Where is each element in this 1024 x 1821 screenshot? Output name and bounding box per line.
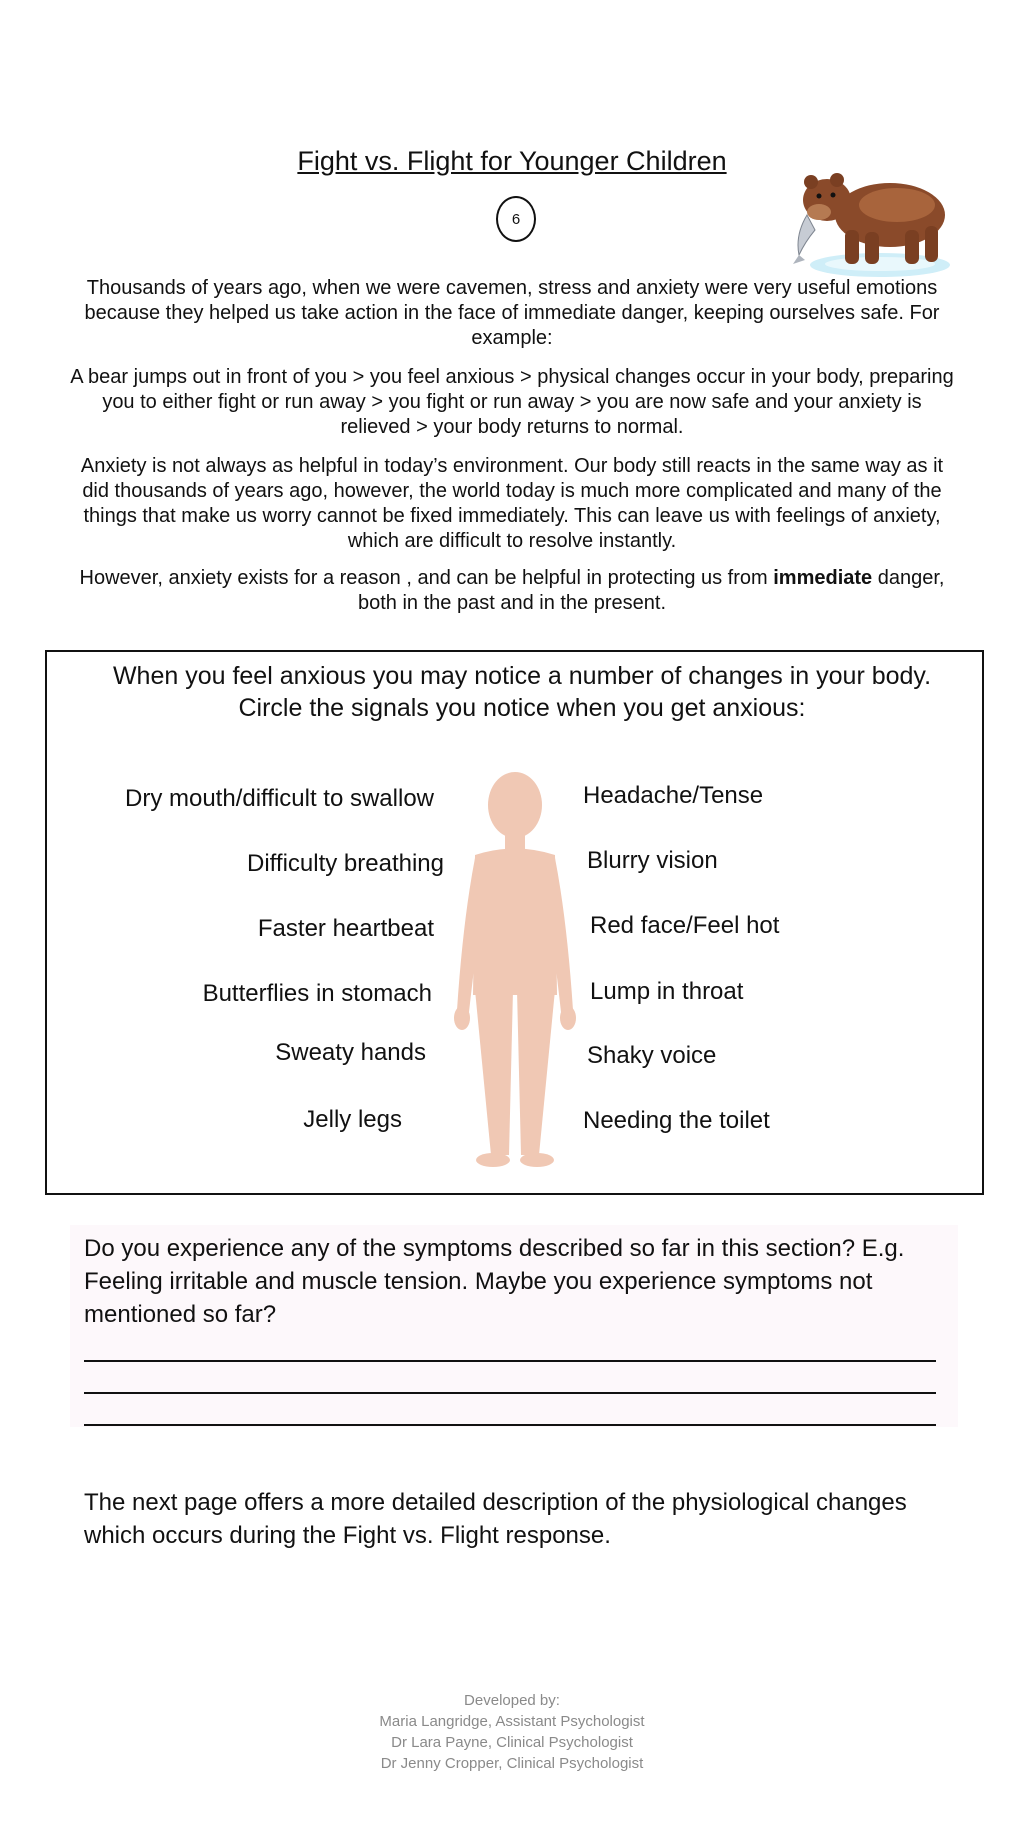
signal-shaky-voice[interactable]: Shaky voice [587, 1042, 717, 1069]
signal-sweaty-hands[interactable]: Sweaty hands [275, 1039, 426, 1066]
signal-lump-in-throat[interactable]: Lump in throat [590, 978, 744, 1005]
signal-butterflies-in-stomach[interactable]: Butterflies in stomach [202, 980, 432, 1007]
signal-needing-toilet[interactable]: Needing the toilet [583, 1107, 770, 1134]
signals-heading-line-2: Circle the signals you notice when you get anxious: [238, 694, 806, 722]
bear-with-fish-icon [785, 160, 955, 280]
signal-jelly-legs[interactable]: Jelly legs [303, 1106, 402, 1133]
signal-faster-heartbeat[interactable]: Faster heartbeat [257, 915, 434, 942]
signal-dry-mouth[interactable]: Dry mouth/difficult to swallow [125, 785, 434, 812]
credits-heading: Developed by: [464, 1692, 560, 1709]
credits-footer [0, 1690, 1024, 1774]
child-silhouette-icon [445, 770, 585, 1170]
intro-paragraph-4 [70, 566, 954, 616]
intro-paragraph-2: A bear jumps out in front of you > you feel anxious > physical changes occur in your body, preparing you to either fight or run away > you fight or run away > you are now safe and your anxiety is relieved > your body returns to normal. [70, 366, 954, 438]
signal-red-face[interactable]: Red face/Feel hot [590, 912, 780, 939]
next-page-note: The next page offers a more detailed description of the physiological changes which occurs during the Fight vs. Flight response. [84, 1489, 907, 1549]
symptoms-question: Do you experience any of the symptoms described so far in this section? E.g. Feeling irritable and muscle tension. Maybe you experience symptoms not mentioned so far? [84, 1235, 905, 1328]
page-title: Fight vs. Flight for Younger Children [297, 146, 727, 176]
intro-paragraph-1: Thousands of years ago, when we were cavemen, stress and anxiety were very useful emotions because they helped us take action in the face of immediate danger, keeping ourselves safe. For example: [84, 277, 940, 349]
intro-paragraph-3: Anxiety is not always as helpful in today’s environment. Our body still reacts in the same way as it did thousands of years ago, however, the world today is much more complicated and many of the things that make us worry cannot be fixed immediately. This can leave us with feelings of anxiety, which are difficult to resolve instantly. [80, 455, 944, 552]
signals-heading [60, 660, 984, 724]
page-number-badge [496, 196, 536, 242]
intro-paragraph-4-start: However, anxiety exists for a reason , and can be helpful in protecting us from [79, 567, 774, 589]
credit-line-1: Maria Langridge, Assistant Psychologist [379, 1713, 645, 1730]
emphasis-immediate: immediate [773, 567, 873, 589]
credit-line-2: Dr Lara Payne, Clinical Psychologist [391, 1734, 633, 1751]
page-number: 6 [511, 210, 521, 228]
signal-blurry-vision[interactable]: Blurry vision [587, 847, 718, 874]
answer-line-2[interactable] [84, 1392, 936, 1394]
signal-difficulty-breathing[interactable]: Difficulty breathing [247, 850, 444, 877]
answer-line-3[interactable] [84, 1424, 936, 1426]
signal-headache[interactable]: Headache/Tense [583, 782, 764, 809]
signals-heading-line-1: When you feel anxious you may notice a number of changes in your body. [112, 662, 932, 690]
credit-line-3: Dr Jenny Cropper, Clinical Psychologist [380, 1755, 644, 1772]
answer-line-1[interactable] [84, 1360, 936, 1362]
intro-paragraph-4-end: danger, both in the past and in the present. [358, 567, 945, 614]
